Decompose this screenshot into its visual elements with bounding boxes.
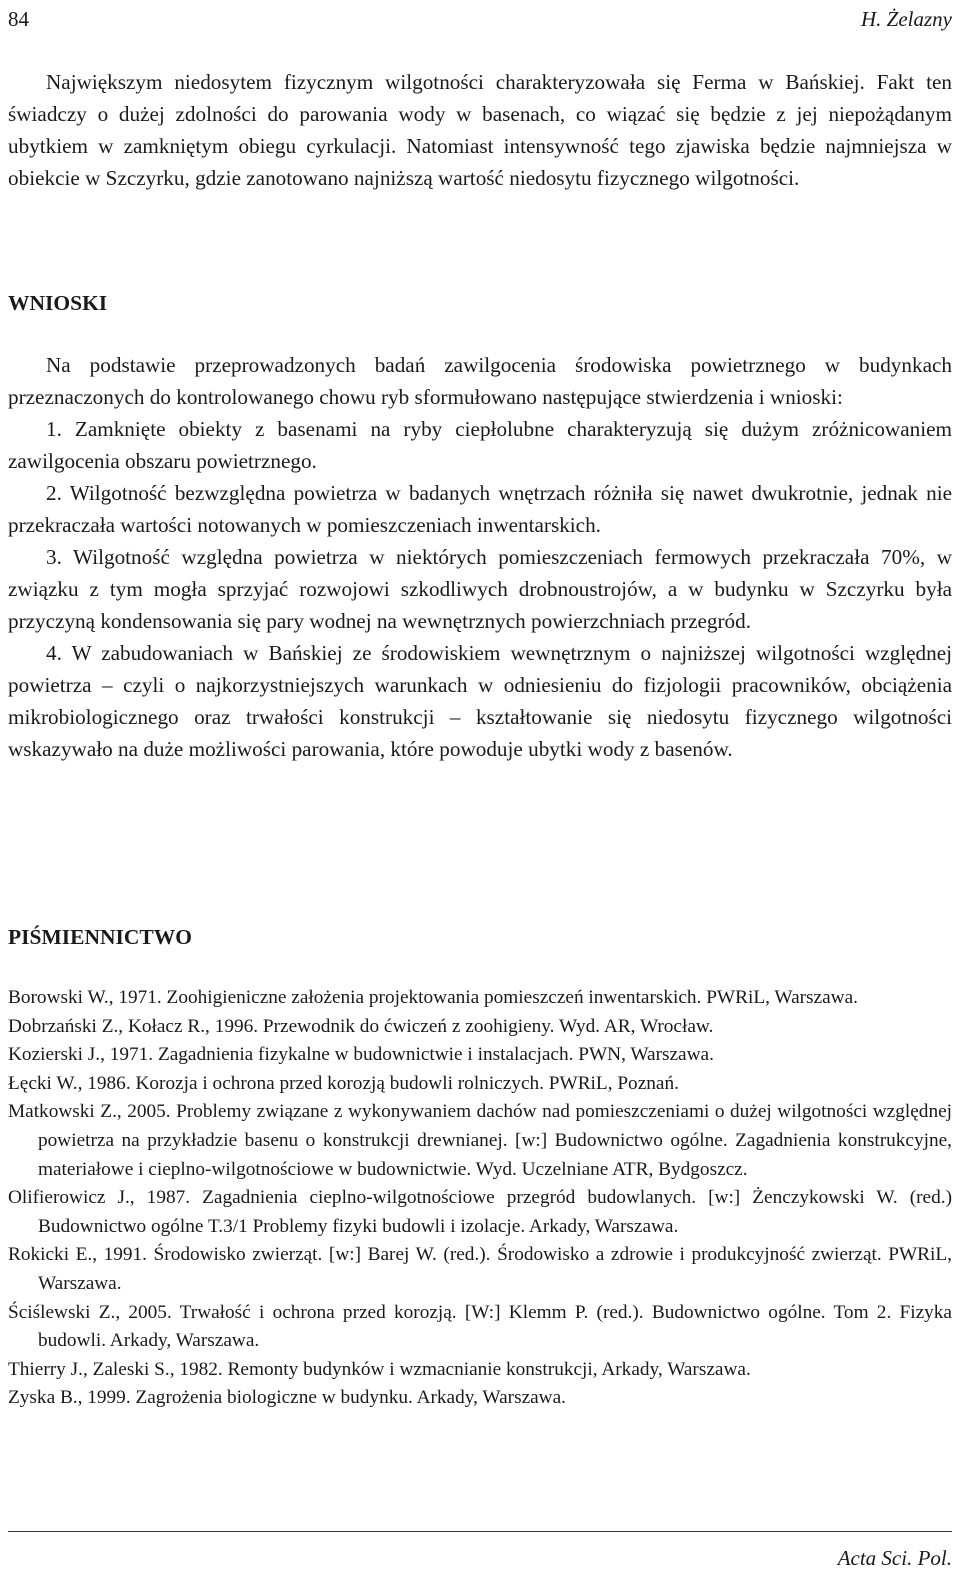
reference-entry: Ściślewski Z., 2005. Trwałość i ochrona przed korozją. [W:] Klemm P. (red.). Budownictwo ogólne. Tom 2. Fizyka budowli. Arkady, Warszawa. (8, 1301, 952, 1352)
reference-list (8, 984, 952, 1413)
author-running-head: H. Żelazny (861, 7, 952, 31)
running-head (8, 6, 952, 32)
reference-entry: Dobrzański Z., Kołacz R., 1996. Przewodnik do ćwiczeń z zoohigieny. Wyd. AR, Wrocław. (8, 1015, 714, 1037)
conclusion-item: 4. W zabudowaniach w Bańskiej ze środowiskiem wewnętrznym o najniższej wilgotności względnej powietrza – czyli o najkorzystniejszych warunkach w odniesieniu do fizjologii pracowników, obciążenia mikrobiologicznego oraz trwałości konstrukcji – kształtowanie się niedosytu fizycznego wilgotności wskazywało na duże możliwości parowania, które powoduje ubytki wody z basenów. (8, 641, 952, 761)
reference-entry: Matkowski Z., 2005. Problemy związane z wykonywaniem dachów nad pomieszczeniami o dużej wilgotności względnej powietrza na przykładzie basenu o konstrukcji drewnianej. [w:] Budownictwo ogólne. Zagadnienia konstrukcyjne, materiałowe i cieplno-wilgotnościowe w budownictwie. Wyd. Uczelniane ATR, Bydgoszcz. (8, 1101, 952, 1180)
conclusion-item: 1. Zamknięte obiekty z basenami na ryby ciepłolubne charakteryzują się dużym zróżnicowaniem zawilgocenia obszaru powietrznego. (8, 417, 952, 473)
page-number: 84 (8, 7, 29, 31)
reference-entry: Thierry J., Zaleski S., 1982. Remonty budynków i wzmacnianie konstrukcji, Arkady, Warszawa. (8, 1358, 751, 1380)
intro-paragraph-block (8, 66, 952, 194)
reference-entry: Olifierowicz J., 1987. Zagadnienia cieplno-wilgotnościowe przegród budowlanych. [w:] Żenczykowski W. (red.) Budownictwo ogólne T.3/1 Problemy fizyki budowli i izolacje. Arkady, Warszawa. (8, 1187, 952, 1237)
footer-divider (8, 1531, 952, 1532)
reference-entry: Łęcki W., 1986. Korozja i ochrona przed korozją budowli rolniczych. PWRiL, Poznań. (8, 1072, 679, 1094)
intro-paragraph: Największym niedosytem fizycznym wilgotności charakteryzowała się Ferma w Bańskiej. Fakt ten świadczy o dużej zdolności do parowania wody w basenach, co wiązać się będzie z jej niepożądanym ubytkiem w zamkniętym obiegu cyrkulacji. Natomiast intensywność tego zjawiska będzie najmniejsza w obiekcie w Szczyrku, gdzie zanotowano najniższą wartość niedosytu fizycznego wilgotności. (8, 70, 952, 190)
reference-entry: Kozierski J., 1971. Zagadnienia fizykalne w budownictwie i instalacjach. PWN, Warszawa. (8, 1044, 714, 1066)
conclusions-heading: WNIOSKI (8, 291, 108, 315)
conclusion-item: 2. Wilgotność bezwzględna powietrza w badanych wnętrzach różniła się nawet dwukrotnie, jednak nie przekraczała wartości notowanych w pomieszczeniach inwentarskich. (8, 481, 952, 537)
reference-entry: Zyska B., 1999. Zagrożenia biologiczne w budynku. Arkady, Warszawa. (8, 1387, 566, 1409)
reference-entry: Borowski W., 1971. Zoohigieniczne założenia projektowania pomieszczeń inwentarskich. PWRiL, Warszawa. (8, 987, 858, 1008)
conclusions-intro: Na podstawie przeprowadzonych badań zawilgocenia środowiska powietrznego w budynkach przeznaczonych do kontrolowanego chowu ryb sformułowano następujące stwierdzenia i wnioski: (8, 353, 952, 409)
bibliography-heading: PIŚMIENNICTWO (8, 925, 192, 949)
reference-entry: Rokicki E., 1991. Środowisko zwierząt. [w:] Barej W. (red.). Środowisko a zdrowie i produkcyjność zwierząt. PWRiL, Warszawa. (8, 1244, 952, 1294)
conclusion-item: 3. Wilgotność względna powietrza w niektórych pomieszczeniach fermowych przekraczała 70%, w związku z tym mogła sprzyjać rozwojowi szkodliwych drobnoustrojów, a w budynku w Szczyrku była przyczyną kondensowania się pary wodnej na wewnętrznych powierzchniach przegród. (8, 545, 952, 633)
journal-footer: Acta Sci. Pol. (837, 1546, 952, 1570)
conclusions-section (8, 349, 952, 765)
